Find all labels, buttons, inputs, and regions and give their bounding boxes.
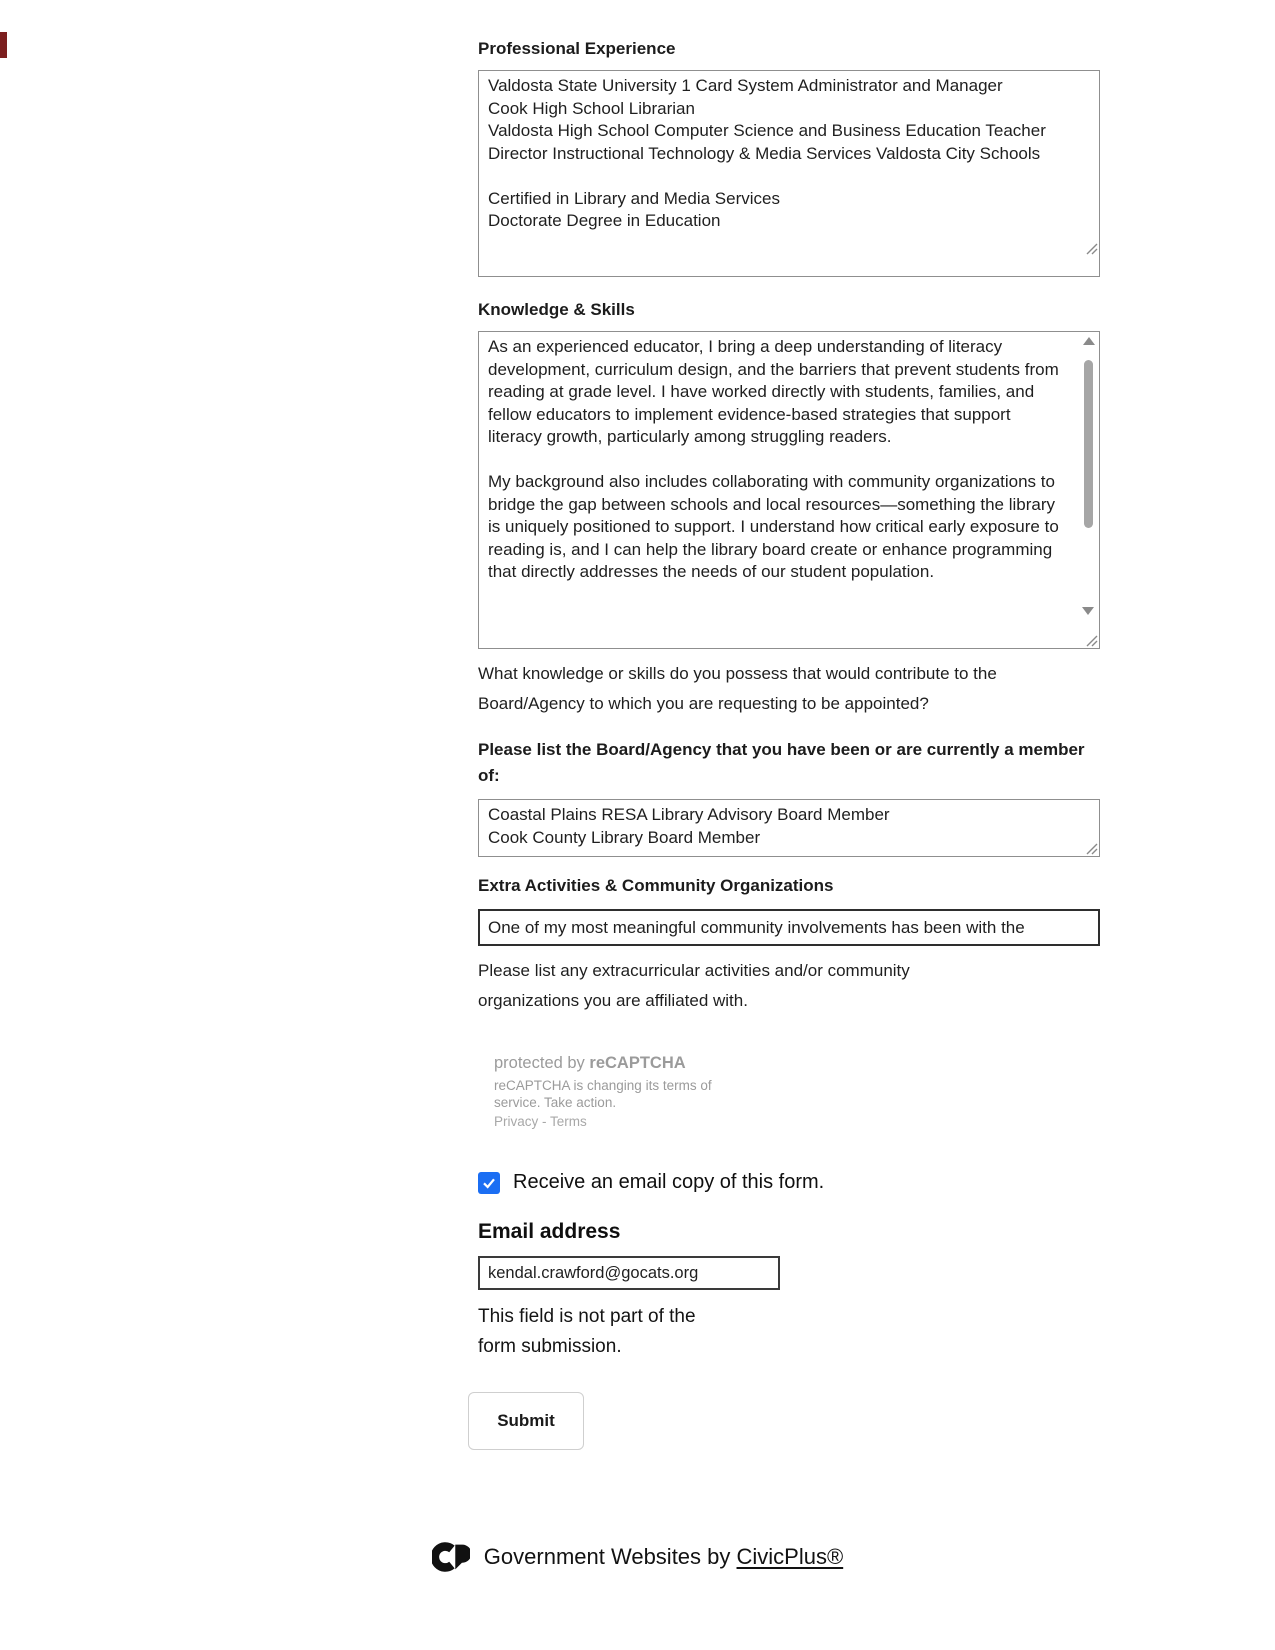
- knowledge-skills-field-wrap: [478, 331, 1100, 649]
- email-address-note: This field is not part of the form submission.: [478, 1306, 696, 1357]
- checkmark-icon: [481, 1175, 497, 1191]
- recaptcha-notice-service: service.: [494, 1094, 541, 1110]
- appointment-form: [478, 0, 1100, 1450]
- scrollbar-up-icon[interactable]: [1083, 337, 1095, 345]
- professional-experience-field-wrap: [478, 70, 1100, 277]
- footer-credit: [484, 1544, 843, 1570]
- extra-activities-help-text: Please list any extracurricular activities and/or community organizations you are affiliated with.: [478, 961, 910, 1010]
- scrollbar-thumb[interactable]: [1084, 360, 1093, 528]
- left-edge-artifact: [0, 32, 7, 58]
- board-membership-field-wrap: [478, 799, 1100, 857]
- recaptcha-brand: reCAPTCHA: [589, 1054, 686, 1072]
- knowledge-skills-textarea[interactable]: [478, 331, 1100, 649]
- recaptcha-badge: [494, 1054, 1100, 1129]
- recaptcha-notice-line1: reCAPTCHA is changing its terms of: [494, 1078, 712, 1093]
- recaptcha-take-action-link[interactable]: Take action.: [544, 1094, 617, 1110]
- recaptcha-privacy-link[interactable]: Privacy: [494, 1114, 539, 1129]
- footer: [0, 1540, 1275, 1574]
- email-copy-label: Receive an email copy of this form.: [513, 1171, 825, 1193]
- email-address-input[interactable]: [478, 1256, 780, 1290]
- civicplus-link[interactable]: CivicPlus®: [736, 1544, 844, 1569]
- recaptcha-protected-text: protected by: [494, 1054, 585, 1072]
- email-copy-checkbox[interactable]: [478, 1172, 500, 1194]
- email-copy-row: [478, 1171, 1100, 1194]
- board-membership-label: Please list the Board/Agency that you have been or are currently a member of:: [478, 740, 1085, 785]
- board-membership-textarea[interactable]: [478, 799, 1100, 857]
- professional-experience-textarea[interactable]: [478, 70, 1100, 277]
- knowledge-skills-help-text: What knowledge or skills do you possess that would contribute to the Board/Agency to which you are requesting to be appointed?: [478, 664, 997, 713]
- textarea-scrollbar[interactable]: [1081, 334, 1096, 618]
- resize-grip-icon[interactable]: [1086, 842, 1098, 854]
- submit-button[interactable]: Submit: [468, 1392, 584, 1450]
- resize-grip-icon[interactable]: [1086, 242, 1098, 254]
- recaptcha-link-separator: -: [542, 1114, 547, 1129]
- scrollbar-down-icon[interactable]: [1082, 607, 1094, 615]
- extra-activities-input[interactable]: [478, 909, 1100, 946]
- recaptcha-links: [494, 1114, 1100, 1129]
- extra-activities-label: Extra Activities & Community Organizations: [478, 876, 834, 895]
- civicplus-logo-icon: [432, 1540, 470, 1574]
- knowledge-skills-label: Knowledge & Skills: [478, 300, 635, 319]
- recaptcha-protected-line: [494, 1054, 1100, 1073]
- email-address-label: Email address: [478, 1220, 621, 1243]
- recaptcha-notice-line2: [494, 1095, 1100, 1112]
- resize-grip-icon[interactable]: [1086, 634, 1098, 646]
- footer-credit-text: Government Websites by: [483, 1544, 731, 1569]
- recaptcha-terms-link[interactable]: Terms: [550, 1114, 587, 1129]
- professional-experience-label: Professional Experience: [478, 39, 676, 58]
